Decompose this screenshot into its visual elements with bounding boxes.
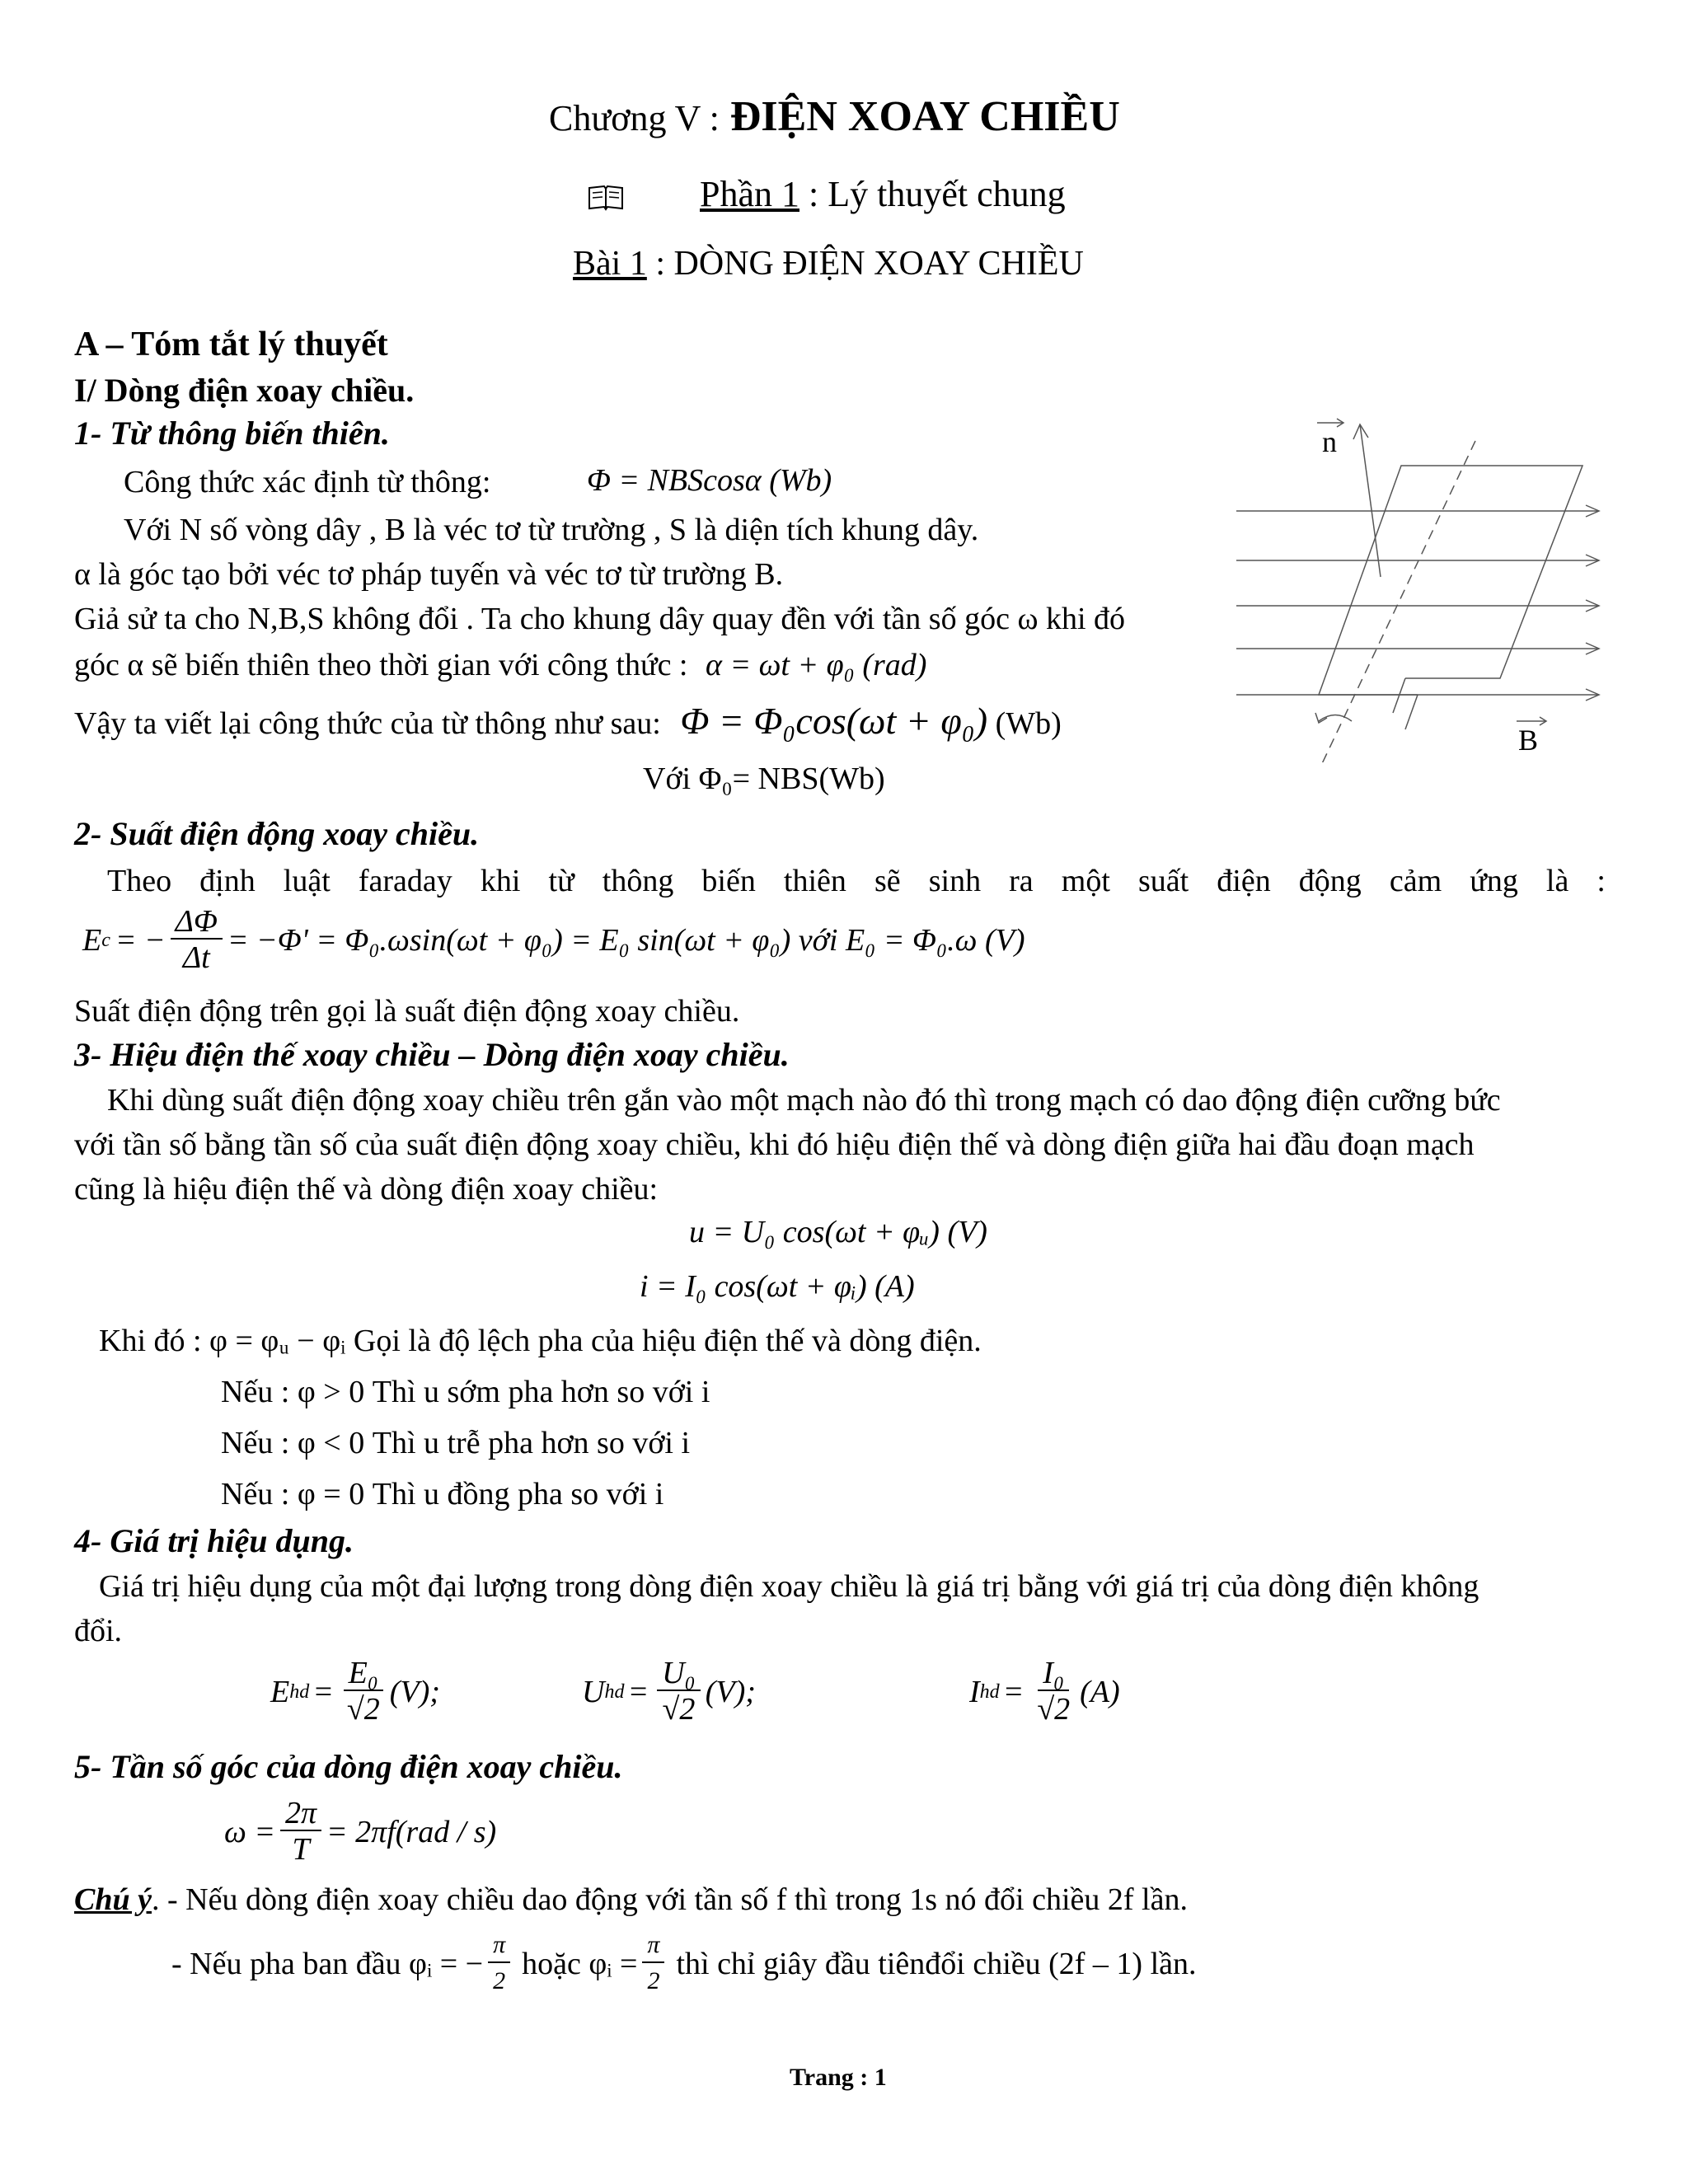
paragraph: Theo định luật faraday khi từ thông biến thiên sẽ sinh ra một suất điện động cảm ứng là : (107, 864, 1606, 898)
unit: (V); (389, 1675, 440, 1709)
subsection-2-heading: 2- Suất điện động xoay chiều. (74, 815, 480, 852)
numerator: ΔΦ (171, 905, 223, 940)
voltage-rms-formula: U hd = $\frac{\text{U₀}}{√2}$ (V); (582, 1656, 756, 1727)
emf-expression: = −Φ' = Φ₀.ωsin(ωt + φ₀) = E₀ sin(ωt + φ₀) với E₀ = Φ₀.ω (V) (227, 923, 1025, 958)
angle-formula: α = ωt + φ₀ (rad) (706, 648, 927, 682)
section-a-heading: A – Tóm tắt lý thuyết (74, 326, 388, 363)
equals-sign: = − (115, 923, 166, 958)
paragraph (74, 646, 926, 684)
numerator: E₀ (344, 1657, 383, 1691)
book-icon (587, 184, 625, 212)
phase-case: Nếu : φ > 0 Thì u sớm pha hơn so với i (221, 1375, 710, 1409)
flux-formula: Φ = NBScosα (Wb) (587, 463, 832, 498)
denominator: √2 (346, 1692, 380, 1727)
paragraph: Giá trị hiệu dụng của một đại lượng trong dòng điện xoay chiều là giá trị bằng với giá trị của dòng điện không (99, 1569, 1479, 1604)
denominator: 2 (647, 1967, 660, 1994)
symbol: U (582, 1675, 605, 1709)
lesson-label: Bài 1 (573, 245, 647, 283)
current-rms-formula: I hd = $\frac{\text{I₀}}{√2}$ (A) (969, 1656, 1120, 1727)
subsection-1-heading: 1- Từ thông biến thiên. (74, 415, 390, 452)
note-label: Chú ý (74, 1882, 152, 1917)
paragraph-text: Vậy ta viết lại công thức của từ thông như sau: (74, 706, 661, 741)
emf-formula (82, 905, 1025, 976)
expression: = 2πf(rad / s) (326, 1815, 497, 1849)
flux-time-formula: Φ = Φ₀cos(ωt + φ₀) (680, 700, 988, 742)
lesson-title: : DÒNG ĐIỆN XOAY CHIỀU (655, 245, 1084, 283)
current-formula: i = I₀ cos(ωt + φᵢ) (A) (640, 1269, 915, 1304)
unit: (A) (1080, 1675, 1120, 1709)
fraction (342, 1657, 385, 1727)
section-i-heading: I/ Dòng điện xoay chiều. (74, 372, 415, 409)
normal-vector-label: n (1322, 425, 1337, 458)
numerator: π (488, 1929, 510, 1963)
denominator: T (292, 1832, 310, 1867)
subsection-5-heading: 5- Tần số góc của dòng điện xoay chiều. (74, 1748, 623, 1785)
denominator: Δt (182, 940, 210, 975)
subsection-3-heading: 3- Hiệu điện thế xoay chiều – Dòng điện xoay chiều. (74, 1036, 790, 1073)
numerator: π (642, 1929, 664, 1963)
emf-rms-formula: E hd = $\frac{\text{E₀}}{√2}$ (V); (270, 1656, 440, 1727)
note-line-1 (74, 1881, 1188, 1919)
paragraph: cũng là hiệu điện thế và dòng điện xoay chiều: (74, 1172, 659, 1207)
chapter-name: ĐIỆN XOAY CHIỀU (729, 93, 1120, 140)
omega-symbol: ω = (224, 1815, 275, 1849)
lesson-heading (573, 244, 1084, 284)
rotating-coil-figure (1220, 416, 1615, 762)
fraction (642, 1929, 664, 1999)
symbol: I (969, 1675, 980, 1709)
phase-case: Nếu : φ < 0 Thì u trễ pha hơn so với i (221, 1426, 691, 1460)
paragraph (74, 702, 1062, 743)
paragraph: α là góc tạo bởi véc tơ pháp tuyến và véc tơ từ trường B. (74, 557, 784, 592)
part-heading (587, 173, 1066, 215)
emf-subscript: c (101, 930, 110, 951)
chapter-title (549, 92, 1120, 141)
denominator: √2 (1037, 1692, 1071, 1727)
note-text: . - Nếu dòng điện xoay chiều dao động với tần số f thì trong 1s nó đổi chiều 2f lần. (151, 1882, 1188, 1917)
phase-case: Nếu : φ = 0 Thì u đồng pha so với i (221, 1477, 664, 1511)
note-text: - Nếu pha ban đầu φᵢ = − (171, 1947, 484, 1981)
symbol: E (270, 1675, 290, 1709)
unit: (Wb) (987, 706, 1062, 741)
subscript: hd (979, 1681, 1000, 1703)
part-label: Phần 1 (700, 174, 799, 214)
fraction (657, 1657, 701, 1727)
subscript: hd (289, 1681, 310, 1703)
chapter-prefix: Chương V : (549, 98, 720, 138)
note-line-2 (171, 1929, 1197, 1999)
voltage-formula: u = U₀ cos(ωt + φᵤ) (V) (689, 1215, 987, 1249)
paragraph-text: góc α sẽ biến thiên theo thời gian với công thức : (74, 648, 688, 682)
numerator: I₀ (1038, 1657, 1069, 1691)
note-text: thì chỉ giây đầu tiênđổi chiều (2f – 1) lần. (676, 1947, 1197, 1981)
numerator: 2π (280, 1797, 321, 1831)
paragraph: Khi dùng suất điện động xoay chiều trên gắn vào một mạch nào đó thì trong mạch có dao động điện cưỡng bức (107, 1083, 1501, 1118)
paragraph: Với N số vòng dây , B là véc tơ từ trường , S là diện tích khung dây. (124, 513, 979, 547)
subscript: hd (604, 1681, 625, 1703)
paragraph: Giả sử ta cho N,B,S không đổi . Ta cho khung dây quay đền với tần số góc ω khi đó (74, 602, 1126, 636)
unit: (V); (705, 1675, 756, 1709)
page-number: Trang : 1 (790, 2064, 887, 2091)
fraction (280, 1797, 321, 1868)
phase-difference-text: Khi đó : φ = φᵤ − φᵢ Gọi là độ lệch pha của hiệu điện thế và dòng điện. (99, 1324, 982, 1358)
part-subtitle: : Lý thuyết chung (809, 174, 1066, 214)
field-vector-label: B (1518, 724, 1539, 757)
angular-frequency-formula (224, 1797, 496, 1868)
flux-formula-intro: Công thức xác định từ thông: (124, 465, 491, 499)
denominator: √2 (662, 1692, 696, 1727)
note-text: hoặc φᵢ = (522, 1947, 638, 1981)
flux-amplitude-formula: Với Φ₀= NBS(Wb) (643, 762, 885, 796)
fraction (1032, 1657, 1075, 1727)
fraction (488, 1929, 510, 1999)
numerator: U₀ (657, 1657, 701, 1691)
emf-symbol: E (82, 923, 102, 958)
paragraph: Suất điện động trên gọi là suất điện động xoay chiều. (74, 994, 740, 1029)
flux-derivative-fraction (171, 905, 223, 976)
subsection-4-heading: 4- Giá trị hiệu dụng. (74, 1522, 354, 1559)
denominator: 2 (493, 1967, 506, 1994)
paragraph: đổi. (74, 1614, 123, 1648)
paragraph: với tần số bằng tần số của suất điện động xoay chiều, khi đó hiệu điện thế và dòng điện giữa hai đầu đoạn mạch (74, 1127, 1475, 1162)
